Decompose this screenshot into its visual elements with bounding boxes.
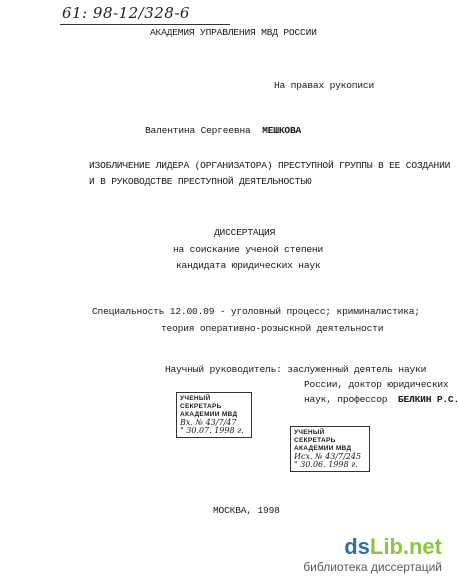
watermark	[303, 534, 442, 574]
stamp-heading: УЧЕНЫЙ СЕКРЕТАРЬ	[294, 429, 336, 444]
secretary-stamp-incoming	[176, 392, 252, 438]
degree-field: кандидата юридических наук	[176, 260, 321, 271]
dissertation-label: ДИССЕРТАЦИЯ	[214, 227, 276, 238]
stamp-date: " 30.06. 1998 г.	[294, 460, 358, 469]
supervisor-line	[304, 394, 459, 405]
logo-part: Lib.net	[369, 534, 442, 559]
stamp-heading: АКАДЕМИИ МВД	[180, 411, 238, 418]
stamp-date: " 30.07. 1998 г.	[180, 426, 244, 435]
logo-part: ds	[344, 534, 370, 559]
supervisor-line: Научный руководитель: заслуженный деятель науки	[165, 364, 427, 375]
author-line	[145, 125, 301, 136]
manuscript-note: На правах рукописи	[274, 80, 375, 91]
handwritten-code: 61: 98-12/328-6	[62, 4, 190, 22]
stamp-heading: УЧЕНЫЙ СЕКРЕТАРЬ	[180, 395, 222, 410]
handwritten-underline	[60, 24, 230, 25]
specialty-line: Специальность 12.00.09 - уголовный процесс; криминалистика;	[92, 306, 420, 317]
degree-line: на соискание ученой степени	[173, 244, 324, 255]
title-line: И В РУКОВОДСТВЕ ПРЕСТУПНОЙ ДЕЯТЕЛЬНОСТЬЮ	[89, 176, 312, 187]
supervisor-title: наук, профессор	[304, 394, 388, 405]
author-family: МЕШКОВА	[262, 125, 302, 136]
title-line: ИЗОБЛИЧЕНИЕ ЛИДЕРА (ОРГАНИЗАТОРА) ПРЕСТУПНОЙ ГРУППЫ В ЕЕ СОЗДАНИИ	[89, 160, 451, 171]
stamp-number: Вх. № 43/7/47	[180, 418, 237, 427]
city-year: МОСКВА, 1998	[213, 505, 280, 516]
academy-name: АКАДЕМИЯ УПРАВЛЕНИЯ МВД РОССИИ	[150, 27, 317, 38]
watermark-subtitle: библиотека диссертаций	[303, 560, 442, 574]
stamp-number: Исх. № 43/7/245	[294, 452, 362, 461]
supervisor-name: БЕЛКИН Р.С.	[397, 394, 459, 405]
dslib-logo	[303, 534, 442, 560]
specialty-line: теория оперативно-розыскной деятельности	[161, 323, 384, 334]
supervisor-line: России, доктор юридических	[304, 379, 449, 390]
stamp-heading: АКАДЕМИИ МВД	[294, 445, 352, 452]
author-given: Валентина Сергеевна	[145, 125, 251, 136]
secretary-stamp-outgoing	[290, 426, 370, 472]
